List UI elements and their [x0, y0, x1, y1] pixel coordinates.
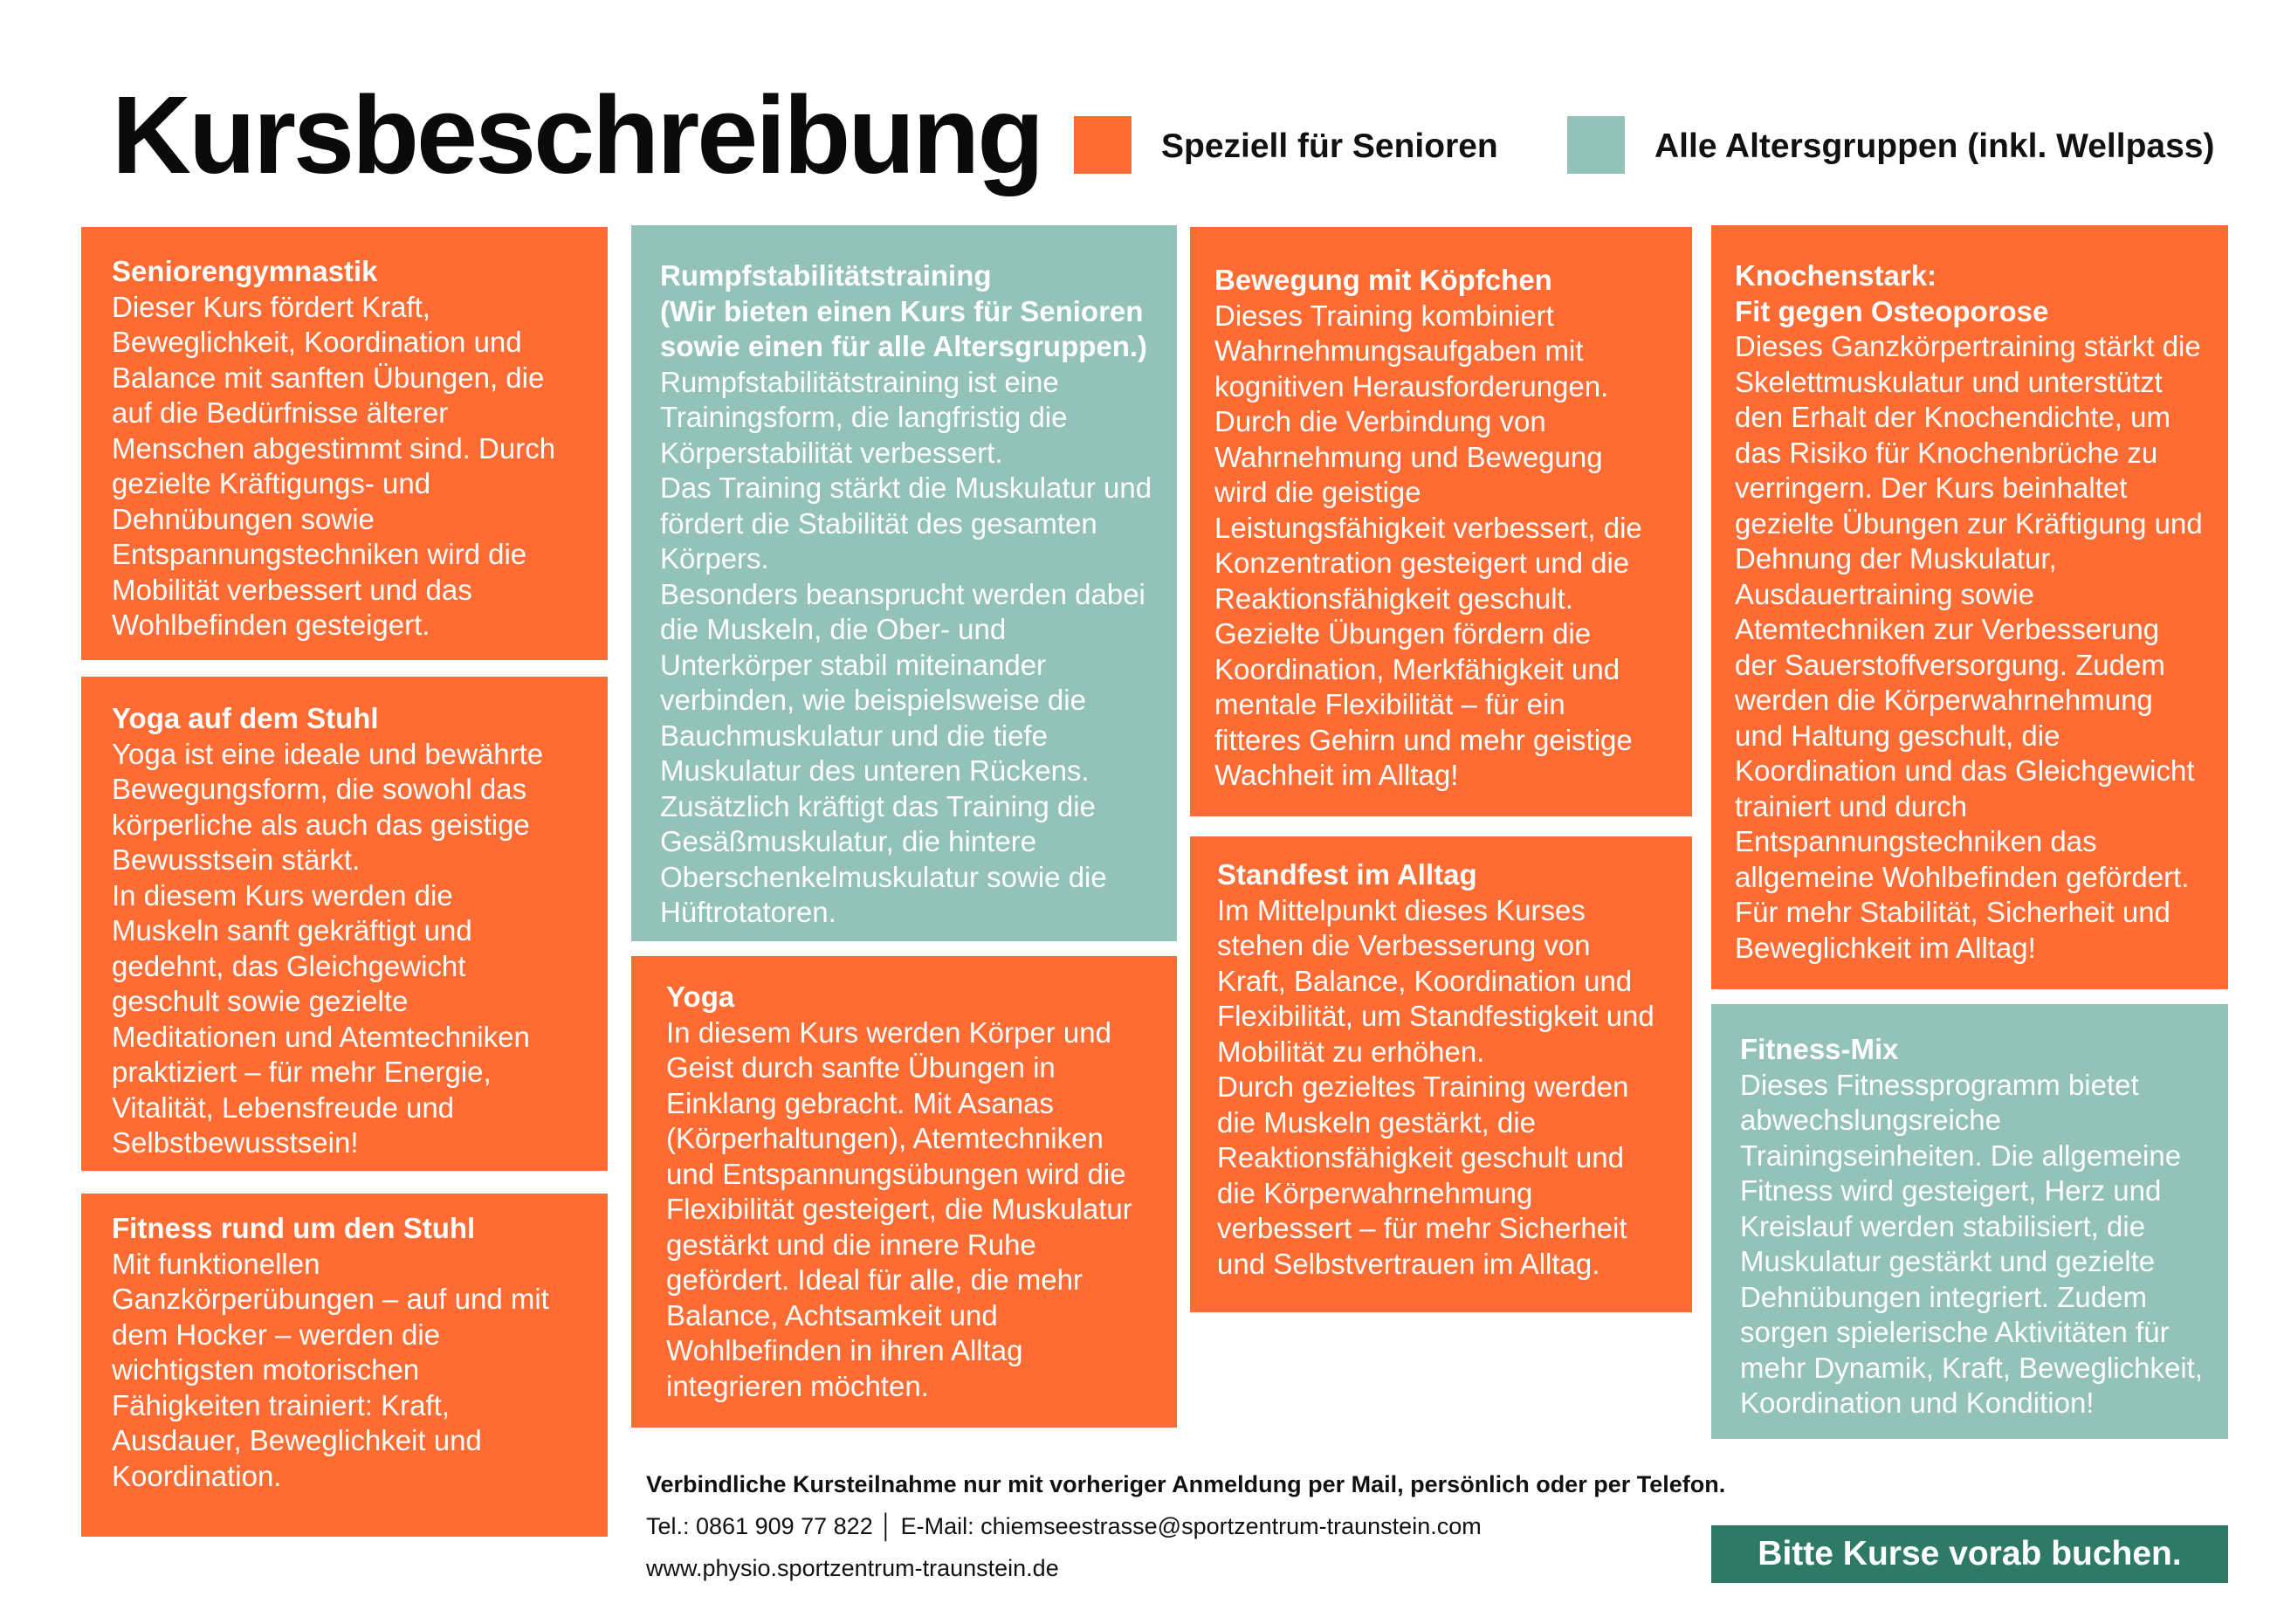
legend-swatch-alle: [1567, 116, 1625, 174]
course-description: Dieses Fitnessprogramm bietet abwechslungsreiche Trainingseinheiten. Die allgemeine Fitness wird gesteigert, Herz und Kreislauf werden stabilisiert, die Muskulatur gestärkt und gezielte Dehnübungen integriert. Zudem sorgen spielerische Aktivitäten für mehr Dynamik, Kraft, Beweglichkeit, Koordination und Kondition!: [1740, 1068, 2204, 1419]
course-card-fitness-mix: [1711, 1004, 2228, 1439]
course-title: Fitness-Mix: [1740, 1033, 1899, 1065]
course-card-seniorengymnastik: [81, 227, 608, 660]
course-description: Rumpfstabilitätstraining ist eine Trainingsform, die langfristig die Körperstabilität verbessert. Das Training stärkt die Muskulatur und fördert die Stabilität des gesamten Körpers. Besonders beansprucht werden dabei die Muskeln, die Ober- und Unterkörper stabil miteinander verbinden, wie beispielsweise die Bauchmuskulatur und die tiefe Muskulatur des unteren Rückens. Zusätzlich kräftigt das Training die Gesäßmuskulatur, die hintere Oberschenkelmuskulatur sowie die Hüftrotatoren.: [660, 365, 1152, 928]
course-title: Knochenstark: Fit gegen Osteoporose: [1735, 259, 2049, 327]
course-title: Bewegung mit Köpfchen: [1214, 264, 1552, 296]
course-card-standfest-im-alltag: [1190, 836, 1692, 1312]
legend-label-alle: Alle Altersgruppen (inkl. Wellpass): [1654, 127, 2215, 165]
course-title: Rumpfstabilitätstraining (Wir bieten einen Kurs für Senioren sowie einen für alle Altersgruppen.): [660, 259, 1148, 362]
course-description: Yoga ist eine ideale und bewährte Bewegungsform, die sowohl das körperliche als auch das geistige Bewusstsein stärkt. In diesem Kurs werden die Muskeln sanft gekräftigt und gedehnt, das Gleichgewicht geschult sowie gezielte Meditationen und Atemtechniken praktiziert – für mehr Energie, Vitalität, Lebensfreude und Selbstbewusstsein!: [112, 737, 544, 1159]
page-title: Kursbeschreibung: [112, 73, 1042, 196]
course-card-bewegung-mit-koepfchen: [1190, 227, 1692, 816]
course-card-yoga-auf-dem-stuhl: [81, 677, 608, 1171]
book-courses-button[interactable]: Bitte Kurse vorab buchen.: [1711, 1525, 2228, 1583]
course-title: Standfest im Alltag: [1217, 858, 1477, 891]
course-card-fitness-rund-um-den-stuhl: [81, 1194, 608, 1537]
course-description: Mit funktionellen Ganzkörperübungen – auf und mit dem Hocker – werden die wichtigsten motorischen Fähigkeiten trainiert: Kraft, Ausdauer, Beweglichkeit und Koordination.: [112, 1247, 549, 1492]
website-link[interactable]: www.physio.sportzentrum-traunstein.de: [646, 1555, 1059, 1581]
course-title: Seniorengymnastik: [112, 255, 378, 287]
legend-swatch-senioren: [1074, 116, 1132, 174]
course-card-rumpfstabilitaetstraining: [631, 225, 1177, 941]
course-title: Yoga: [666, 981, 735, 1013]
course-description: Im Mittelpunkt dieses Kurses stehen die Verbesserung von Kraft, Balance, Koordination und Flexibilität, um Standfestigkeit und Mobilität zu erhöhen. Durch gezieltes Training werden die Muskeln gestärkt, die Reaktionsfähigkeit geschult und die Körperwahrnehmung verbessert – für mehr Sicherheit und Selbstvertrauen im Alltag.: [1217, 893, 1654, 1280]
legend-label-senioren: Speziell für Senioren: [1161, 127, 1498, 165]
course-card-knochenstark: [1711, 225, 2228, 989]
course-card-yoga: [631, 956, 1177, 1428]
registration-notice: Verbindliche Kursteilnahme nur mit vorheriger Anmeldung per Mail, persönlich oder per Telefon.: [646, 1471, 1726, 1497]
course-title: Fitness rund um den Stuhl: [112, 1212, 476, 1244]
contact-info: Tel.: 0861 909 77 822 │ E-Mail: chiemseestrasse@sportzentrum-traunstein.com: [646, 1513, 1482, 1539]
course-description: Dieser Kurs fördert Kraft, Beweglichkeit, Koordination und Balance mit sanften Übungen, die auf die Bedürfnisse älterer Menschen abgestimmt sind. Durch gezielte Kräftigungs- und Dehnübungen sowie Entspannungstechniken wird die Mobilität verbessert und das Wohlbefinden gesteigert.: [112, 290, 556, 641]
course-description: Dieses Ganzkörpertraining stärkt die Skelettmuskulatur und unterstützt den Erhalt der Knochendichte, um das Risiko für Knochenbrüche zu verringern. Der Kurs beinhaltet gezielte Übungen zur Kräftigung und Dehnung der Muskulatur, Ausdauertraining sowie Atemtechniken zur Verbesserung der Sauerstoffversorgung. Zudem werden die Körperwahrnehmung und Haltung geschult, die Koordination und das Gleichgewicht trainiert und durch Entspannungstechniken das allgemeine Wohlbefinden gefördert. Für mehr Stabilität, Sicherheit und Beweglichkeit im Alltag!: [1735, 330, 2203, 964]
course-title: Yoga auf dem Stuhl: [112, 702, 379, 734]
course-description: Dieses Training kombiniert Wahrnehmungsaufgaben mit kognitiven Herausforderungen. Durch die Verbindung von Wahrnehmung und Bewegung wird die geistige Leistungsfähigkeit verbessert, die Konzentration gesteigert und die Reaktionsfähigkeit geschult. Gezielte Übungen fördern die Koordination, Merkfähigkeit und mentale Flexibilität – für ein fitteres Gehirn und mehr geistige Wachheit im Alltag!: [1214, 299, 1642, 791]
course-description: In diesem Kurs werden Körper und Geist durch sanfte Übungen in Einklang gebracht. Mit Asanas (Körperhaltungen), Atemtechniken und Entspannungsübungen wird die Flexibilität gesteigert, die Muskulatur gestärkt und die innere Ruhe gefördert. Ideal für alle, die mehr Balance, Achtsamkeit und Wohlbefinden in ihren Alltag integrieren möchten.: [666, 1015, 1132, 1402]
